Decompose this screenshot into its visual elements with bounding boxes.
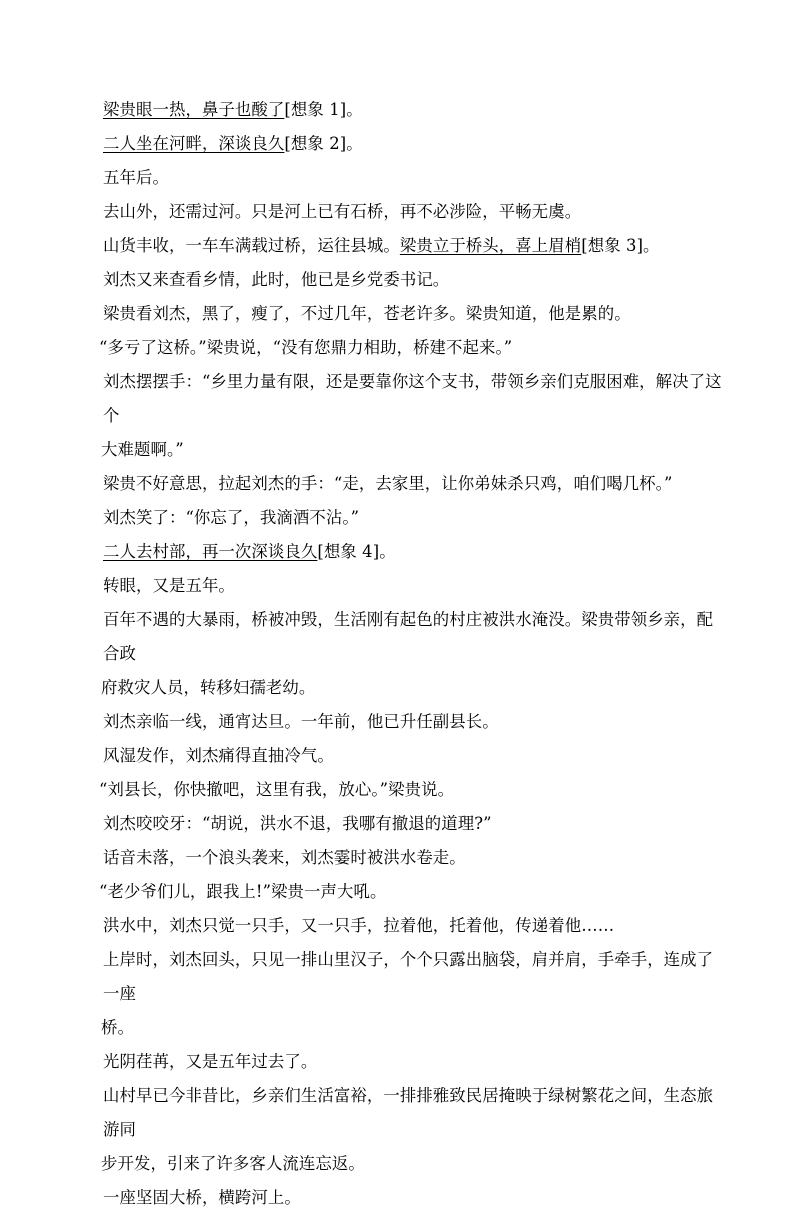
paragraph-2 (103, 127, 725, 161)
paragraph-1 (103, 93, 725, 127)
line-2: 大难题啊。” (101, 440, 184, 459)
line-1: 上岸时，刘杰回头，只见一排山里汉子，个个只露出脑袋，肩并肩，手牵手，连成了一座 (103, 950, 714, 1003)
underlined-text: 梁贵立于桥头，喜上眉梢 (399, 236, 582, 255)
line-2: 桥。 (101, 1018, 134, 1037)
paragraph-14 (101, 603, 725, 705)
paragraph-10: 梁贵不好意思，拉起刘杰的手：“走，去家里，让你弟妹杀只鸡，咱们喝几杯。” (103, 474, 673, 493)
underlined-text: 梁贵眼一热，鼻子也酸了 (103, 100, 285, 119)
annotation-text: [想象 2]。 (284, 134, 363, 153)
plain-text: 山货丰收，一车车满载过桥，运往县城。 (103, 236, 400, 255)
paragraph-18: 刘杰咬咬牙：“胡说，洪水不退，我哪有撤退的道理?” (103, 814, 492, 833)
paragraph-6: 刘杰又来查看乡情，此时，他已是乡党委书记。 (103, 270, 450, 289)
line-1: 山村早已今非昔比，乡亲们生活富裕，一排排雅致民居掩映于绿树繁花之间，生态旅游同 (103, 1086, 714, 1139)
line-2: 府救灾人员，转移妇孺老幼。 (101, 678, 316, 697)
paragraph-4: 去山外，还需过河。只是河上已有石桥，再不必涉险，平畅无虞。 (103, 202, 582, 221)
underlined-text: 二人坐在河畔，深谈良久 (103, 134, 285, 153)
paragraph-7: 梁贵看刘杰，黑了，瘦了，不过几年，苍老许多。梁贵知道，他是累的。 (103, 304, 631, 323)
underlined-text: 二人去村部，再一次深谈良久 (103, 542, 318, 561)
paragraph-23: 光阴荏苒，又是五年过去了。 (103, 1052, 318, 1071)
paragraph-20: “老少爷们儿，跟我上!”梁贵一声大吼。 (99, 882, 387, 901)
annotation-text: [想象 1]。 (284, 100, 363, 119)
paragraph-8: “多亏了这桥。”梁贵说，“没有您鼎力相助，桥建不起来。” (99, 338, 513, 357)
paragraph-12 (103, 535, 725, 569)
paragraph-15: 刘杰亲临一线，通宵达旦。一年前，他已升任副县长。 (103, 712, 499, 731)
paragraph-13: 转眼，又是五年。 (103, 576, 235, 595)
annotation-text: [想象 4]。 (317, 542, 396, 561)
paragraph-11: 刘杰笑了：“你忘了，我滴酒不沾。” (103, 508, 360, 527)
paragraph-17: “刘县长，你快撤吧，这里有我，放心。”梁贵说。 (99, 780, 455, 799)
paragraph-21: 洪水中，刘杰只觉一只手，又一只手，拉着他，托着他，传递着他…… (103, 916, 615, 935)
paragraph-5 (103, 229, 725, 263)
paragraph-3: 五年后。 (103, 168, 169, 187)
paragraph-24 (101, 1079, 725, 1181)
document-body (99, 93, 725, 1215)
line-2: 步开发，引来了许多客人流连忘返。 (101, 1154, 365, 1173)
paragraph-22 (101, 943, 725, 1045)
line-1: 百年不遇的大暴雨，桥被冲毁，生活刚有起色的村庄被洪水淹没。梁贵带领乡亲，配合政 (103, 610, 714, 663)
annotation-text: [想象 3]。 (581, 236, 660, 255)
line-1: 刘杰摆摆手：“乡里力量有限，还是要靠你这个支书，带领乡亲们克服困难，解决了这个 (103, 372, 722, 425)
paragraph-25: 一座坚固大桥，横跨河上。 (103, 1188, 301, 1207)
paragraph-9 (101, 365, 725, 467)
paragraph-19: 话音未落，一个浪头袭来，刘杰霎时被洪水卷走。 (103, 848, 466, 867)
paragraph-16: 风湿发作，刘杰痛得直抽冷气。 (103, 746, 334, 765)
